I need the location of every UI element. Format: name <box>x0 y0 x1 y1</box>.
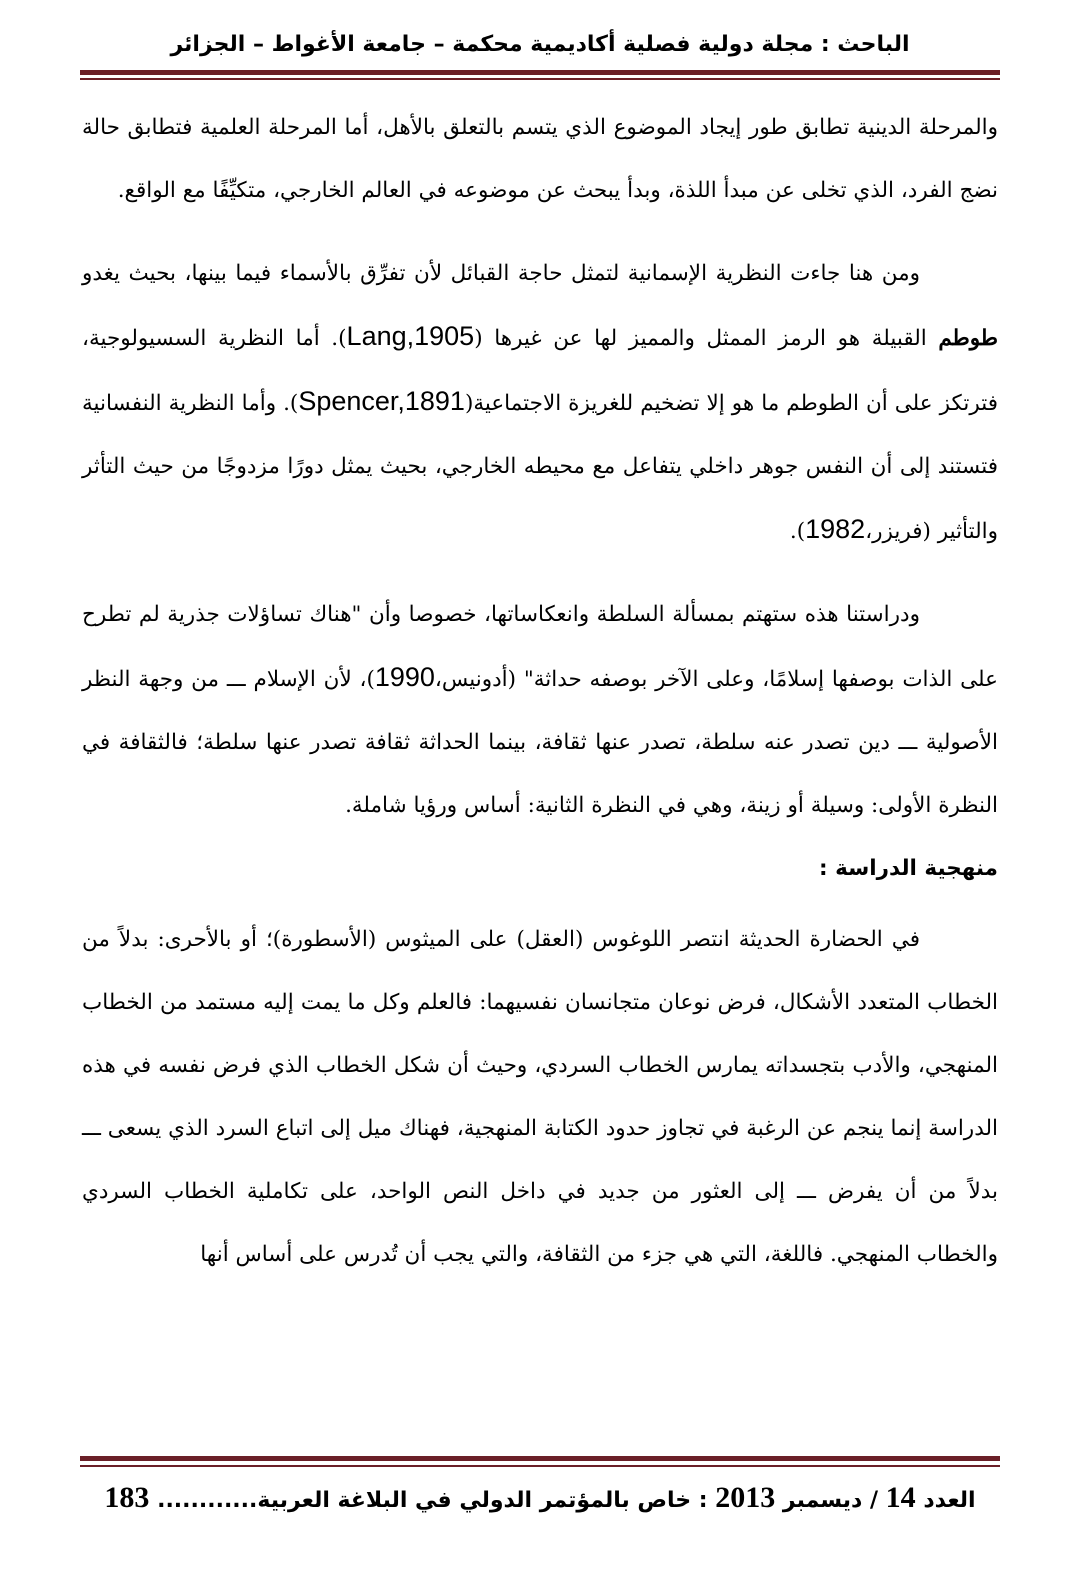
footer-month: ديسمبر <box>782 1488 863 1513</box>
paragraph-1-text: والمرحلة الدينية تطابق طور إيجاد الموضوع الذي يتسم بالتعلق بالأهل، أما المرحلة العلمية فتطابق حالة نضج الفرد، الذي تخلى عن مبدأ اللذة، وبدأ يبحث عن موضوعه في العالم الخارجي، متكيِّفًا مع الواقع. <box>82 115 998 203</box>
footer-issue-number: 14 <box>885 1481 916 1514</box>
header-title: الباحث : مجلة دولية فصلية أكاديمية محكمة – جامعة الأغواط – الجزائر <box>170 32 910 57</box>
paragraph-2-text-a: ومن هنا جاءت النظرية الإسمانية لتمثل حاجة القبائل لأن تفرِّق بالأسماء فيما بينها، بحيث يغدو <box>82 261 920 286</box>
footer-issue-label: العدد <box>923 1488 976 1513</box>
paragraph-2-text-b: القبيلة هو الرمز الممثل والمميز لها عن غيرها ( <box>474 326 939 351</box>
page-number: 183 <box>104 1481 150 1514</box>
footer-special-issue: : خاص بالمؤتمر الدولي في البلاغة العربية............ <box>157 1488 708 1513</box>
paragraph-4 <box>82 908 998 1286</box>
paragraph-gap <box>82 563 998 583</box>
paragraph-gap <box>82 900 998 908</box>
header-rule-thin <box>80 78 1000 80</box>
totem-term: طوطم <box>938 326 999 351</box>
paragraph-3 <box>82 583 998 837</box>
paragraph-1 <box>82 96 998 222</box>
paragraph-2-text-d: ). وأما النظرية النفسانية فتستند إلى أن النفس جوهر داخلي يتفاعل مع محيطه الخارجي، بحيث يمثل دورًا مزدوجًا من حيث التأثر والتأثير (فريزر، <box>82 391 998 544</box>
footer-rule-thin <box>80 1465 1000 1467</box>
paragraph-3-text-a: ودراستنا هذه ستهتم بمسألة السلطة وانعكاساتها، خصوصا وأن "هناك تساؤلات جذرية لم تطرح على الذات بوصفها إسلامًا، وعلى الآخر بوصفه حداثة" (أدونيس، <box>82 602 998 692</box>
paragraph-2-text-c: ). أما النظرية السسيولوجية، فترتكز على أن الطوطم ما هو إلا تضخيم للغريزة الاجتماعية( <box>82 326 998 416</box>
section-heading: منهجية الدراسة : <box>819 856 998 881</box>
footer-rule-thick <box>80 1456 1000 1461</box>
paragraph-4-text: في الحضارة الحديثة انتصر اللوغوس (العقل) على الميثوس (الأسطورة)؛ أو بالأحرى: بدلاً من الخطاب المتعدد الأشكال، فرض نوعان متجانسان نفسيهما: فالعلم وكل ما يمت إليه مستمد من الخطاب المنهجي، والأدب بتجسداته يمارس الخطاب السردي، وحيث أن شكل الخطاب الذي فرض نفسه في هذه الدراسة إنما ينجم عن الرغبة في تجاوز حدود الكتابة المنهجية، فهناك ميل إلى اتباع السرد الذي يسعى ـــ بدلاً من أن يفرض ـــ إلى العثور من جديد في داخل النص الواحد، على تكاملية الخطاب السردي والخطاب المنهجي. فاللغة، التي هي جزء من الثقافة، والتي يجب أن تُدرس على أساس أنها <box>82 927 998 1267</box>
paragraph-3-text-b: )، لأن الإسلام ـــ من وجهة النظر الأصولية ـــ دين تصدر عنه سلطة، تصدر عنها ثقافة، بينما الحداثة ثقافة تصدر عنها سلطة؛ فالثقافة في النظرة الأولى: وسيلة أو زينة، وهي في النظرة الثانية: أساس ورؤيا شاملة. <box>82 667 998 818</box>
paragraph-gap <box>82 222 998 242</box>
body-text <box>82 96 998 1286</box>
running-footer <box>80 1476 1000 1520</box>
citation-lang: Lang,1905 <box>346 321 475 351</box>
paragraph-2 <box>82 242 998 563</box>
citation-spencer: Spencer,1891 <box>298 386 465 416</box>
paragraph-2-text-e: ). <box>789 519 806 544</box>
running-header <box>80 24 1000 66</box>
footer-separator: / <box>869 1488 878 1513</box>
footer-year: 2013 <box>715 1481 776 1514</box>
citation-adonis-year: 1990 <box>374 662 435 692</box>
header-rule-thick <box>80 70 1000 75</box>
citation-frazer-year: 1982 <box>805 514 866 544</box>
